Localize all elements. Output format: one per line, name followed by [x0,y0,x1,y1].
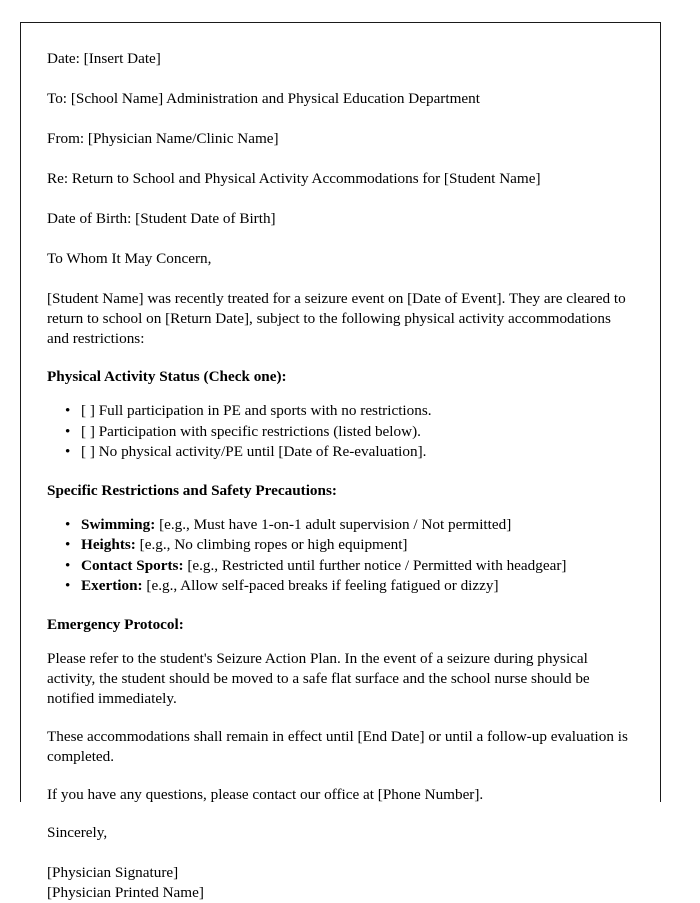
list-item[interactable]: • [ ] No physical activity/PE until [Date of Re-evaluation]. [81,442,630,463]
document-page [20,22,661,901]
restriction-text: [e.g., Restricted until further notice / Permitted with headgear] [183,556,567,574]
list-item[interactable]: • [ ] Participation with specific restrictions (listed below). [81,422,630,443]
date-line: Date: [Insert Date] [47,50,161,67]
specific-restrictions-list [47,515,630,597]
restriction-text: [e.g., Must have 1-on-1 adult supervision / Not permitted] [155,515,512,533]
restriction-label: Swimming: [81,515,156,533]
list-item [81,556,630,577]
closing: Sincerely, [47,823,108,841]
restriction-text: [e.g., Allow self-paced breaks if feeling fatigued or dizzy] [142,577,499,594]
duration-paragraph: These accommodations shall remain in effect until [End Date] or until a follow-up evaluation is completed. [47,727,628,765]
restriction-label: Heights: [81,536,136,553]
date-of-birth-line: Date of Birth: [Student Date of Birth] [47,210,276,227]
restriction-label: Exertion: [81,577,143,594]
specific-restrictions-heading: Specific Restrictions and Safety Precautions: [47,481,337,499]
from-line: From: [Physician Name/Clinic Name] [47,130,279,147]
document-body [21,23,660,903]
to-line: To: [School Name] Administration and Physical Education Department [47,90,480,107]
list-item [81,576,630,597]
restriction-label: Contact Sports: [81,556,184,574]
physical-activity-status-list [47,401,630,463]
emergency-protocol-paragraph: Please refer to the student's Seizure Action Plan. In the event of a seizure during physical activity, the student should be moved to a safe flat surface and the school nurse should be notified immediately. [47,649,590,707]
salutation: To Whom It May Concern, [47,250,212,267]
restriction-text: [e.g., No climbing ropes or high equipment] [135,536,408,553]
intro-paragraph: [Student Name] was recently treated for a seizure event on [Date of Event]. They are cleared to return to school on [Return Date], subject to the following physical activity accommodations and restrictions: [47,290,626,347]
list-item [81,535,630,556]
re-line: Re: Return to School and Physical Activity Accommodations for [Student Name] [47,170,541,187]
physician-printed-name: [Physician Printed Name] [47,883,204,901]
emergency-protocol-heading: Emergency Protocol: [47,615,184,633]
signature-block [47,863,630,903]
contact-paragraph: If you have any questions, please contact our office at [Phone Number]. [47,785,484,803]
physician-signature: [Physician Signature] [47,863,179,881]
list-item [81,515,630,536]
list-item[interactable]: • [ ] Full participation in PE and sports with no restrictions. [81,401,630,422]
physical-activity-status-heading: Physical Activity Status (Check one): [47,368,287,385]
